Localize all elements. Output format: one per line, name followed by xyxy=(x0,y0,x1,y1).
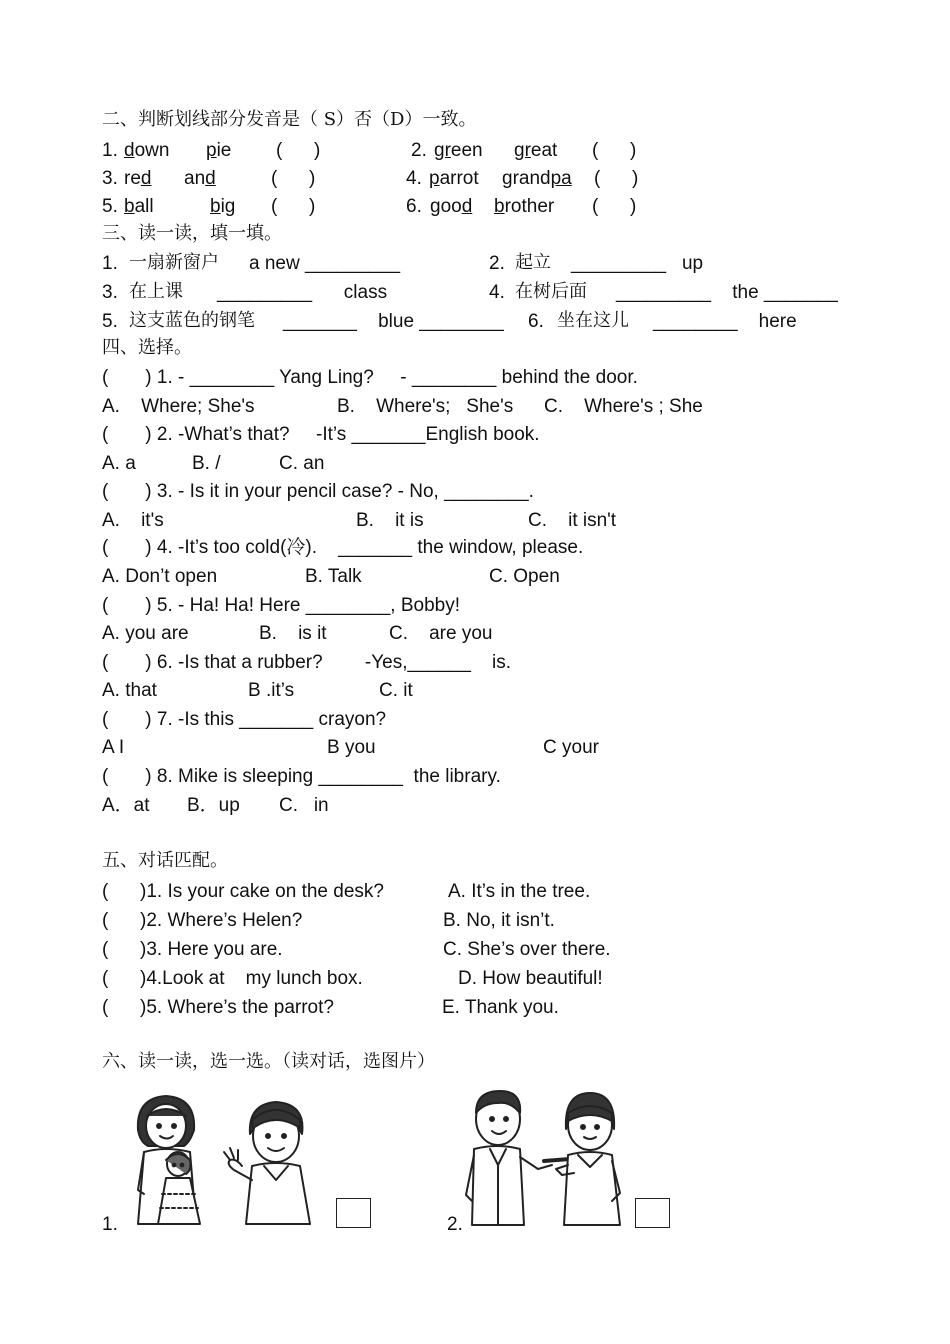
fill-in-blank[interactable]: _________ the _______ xyxy=(616,282,838,303)
item-number: 4. xyxy=(489,282,505,303)
option-c[interactable]: C. Where's ; She xyxy=(544,396,703,417)
word-2: brother xyxy=(494,196,555,217)
word-2: grandpa xyxy=(502,168,572,189)
dialogue-answer: A. It’s in the tree. xyxy=(448,881,591,902)
picture-number: 2. xyxy=(447,1214,463,1235)
dialogue-question[interactable]: ( )5. Where’s the parrot? xyxy=(102,997,334,1018)
option-a[interactable]: A. it's xyxy=(102,510,164,531)
word-2: pie xyxy=(206,140,232,161)
item-number: 3. xyxy=(102,282,118,303)
option-c[interactable]: C. it xyxy=(379,680,413,701)
option-c[interactable]: C. are you xyxy=(389,623,493,644)
option-b[interactable]: B .it’s xyxy=(248,680,295,701)
answer-parens[interactable]: ( ) xyxy=(271,168,316,189)
dialogue-question[interactable]: ( )3. Here you are. xyxy=(102,939,283,960)
answer-parens[interactable]: ( ) xyxy=(276,140,321,161)
option-b[interactable]: B. / xyxy=(192,453,221,474)
option-a[interactable]: A. Where; She's xyxy=(102,396,255,417)
chinese-phrase: 在上课 xyxy=(129,281,183,302)
answer-parens[interactable]: ( ) xyxy=(271,196,316,217)
item-number: 1. xyxy=(102,140,118,161)
section-4-heading: 四、选择。 xyxy=(102,337,192,358)
option-a[interactable]: A. you are xyxy=(102,623,189,644)
option-a[interactable]: A I xyxy=(102,737,125,758)
chinese-phrase: 一扇新窗户 xyxy=(129,252,219,273)
dialogue-answer: C. She’s over there. xyxy=(443,939,611,960)
question-6: ( ) 6. -Is that a rubber? -Yes,______ is. xyxy=(102,652,512,673)
dialogue-question[interactable]: ( )2. Where’s Helen? xyxy=(102,910,303,931)
question-1: ( ) 1. - ________ Yang Ling? - ________ behind the door. xyxy=(102,367,638,388)
option-a[interactable]: A. Don’t open xyxy=(102,566,218,587)
word-1: ball xyxy=(124,196,154,217)
option-b[interactable]: B. is it xyxy=(259,623,327,644)
dialogue-answer: D. How beautiful! xyxy=(458,968,603,989)
question-5: ( ) 5. - Ha! Ha! Here ________, Bobby! xyxy=(102,595,461,616)
item-number: 6. xyxy=(406,196,422,217)
option-a[interactable]: A. a xyxy=(102,453,136,474)
section-2-heading: 二、判断划线部分发音是（ S）否（D）一致。 xyxy=(102,109,477,130)
dialogue-answer: B. No, it isn’t. xyxy=(443,910,555,931)
item-number: 2. xyxy=(489,253,505,274)
item-number: 2. xyxy=(411,140,427,161)
word-1: red xyxy=(124,168,152,189)
option-c[interactable]: C. it isn't xyxy=(528,510,617,531)
answer-box-1[interactable] xyxy=(336,1198,371,1228)
item-number: 5. xyxy=(102,311,118,332)
question-7: ( ) 7. -Is this _______ crayon? xyxy=(102,709,387,730)
item-number: 3. xyxy=(102,168,118,189)
picture-2-boy-giving-pen-illustration xyxy=(460,1085,630,1230)
chinese-phrase: 起立 xyxy=(515,252,551,273)
fill-in-blank[interactable]: ________ here xyxy=(653,311,797,332)
question-8: ( ) 8. Mike is sleeping ________ the library. xyxy=(102,766,501,787)
section-6-heading: 六、读一读，选一选。（读对话，选图片） xyxy=(102,1051,435,1072)
picture-1-girl-with-doll-illustration xyxy=(130,1090,330,1230)
option-a[interactable]: A．at xyxy=(102,795,150,816)
item-number: 1. xyxy=(102,253,118,274)
item-number: 5. xyxy=(102,196,118,217)
answer-parens[interactable]: ( ) xyxy=(592,196,637,217)
word-2: and xyxy=(184,168,216,189)
picture-number: 1. xyxy=(102,1214,118,1235)
answer-parens[interactable]: ( ) xyxy=(594,168,639,189)
option-b[interactable]: B. Where's; She's xyxy=(337,396,514,417)
section-3-heading: 三、读一读，填一填。 xyxy=(102,223,282,244)
option-b[interactable]: B．up xyxy=(187,795,240,816)
option-c[interactable]: C your xyxy=(543,737,599,758)
word-2: big xyxy=(210,196,236,217)
question-2: ( ) 2. -What’s that? -It’s _______English book. xyxy=(102,424,540,445)
fill-in-blank[interactable]: _______ blue ________ xyxy=(283,311,504,332)
dialogue-answer: E. Thank you. xyxy=(442,997,559,1018)
word-1: down xyxy=(124,140,170,161)
dialogue-question[interactable]: ( )1. Is your cake on the desk? xyxy=(102,881,384,902)
fill-in-blank[interactable]: _________ up xyxy=(571,253,704,274)
option-a[interactable]: A. that xyxy=(102,680,157,701)
item-number: 4. xyxy=(406,168,422,189)
word-1: parrot xyxy=(429,168,479,189)
option-b[interactable]: B you xyxy=(327,737,376,758)
question-4: ( ) 4. -It’s too cold(冷). _______ the window, please. xyxy=(102,537,584,558)
section-5-heading: 五、对话匹配。 xyxy=(102,850,228,871)
word-1: green xyxy=(434,140,483,161)
option-b[interactable]: B. it is xyxy=(356,510,424,531)
item-number: 6. xyxy=(528,311,544,332)
chinese-phrase: 在树后面 xyxy=(515,281,587,302)
answer-box-2[interactable] xyxy=(635,1198,670,1228)
option-c[interactable]: C. Open xyxy=(489,566,560,587)
dialogue-question[interactable]: ( )4.Look at my lunch box. xyxy=(102,968,363,989)
word-1: good xyxy=(430,196,473,217)
option-b[interactable]: B. Talk xyxy=(305,566,362,587)
fill-in-blank[interactable]: _________ class xyxy=(217,282,388,303)
answer-parens[interactable]: ( ) xyxy=(592,140,637,161)
question-3: ( ) 3. - Is it in your pencil case? - No, ________. xyxy=(102,481,534,502)
fill-in-blank[interactable]: a new _________ xyxy=(249,253,401,274)
word-2: great xyxy=(514,140,558,161)
chinese-phrase: 坐在这儿 xyxy=(557,310,629,331)
chinese-phrase: 这支蓝色的钢笔 xyxy=(129,310,255,331)
option-c[interactable]: C. in xyxy=(279,795,329,816)
option-c[interactable]: C. an xyxy=(279,453,325,474)
